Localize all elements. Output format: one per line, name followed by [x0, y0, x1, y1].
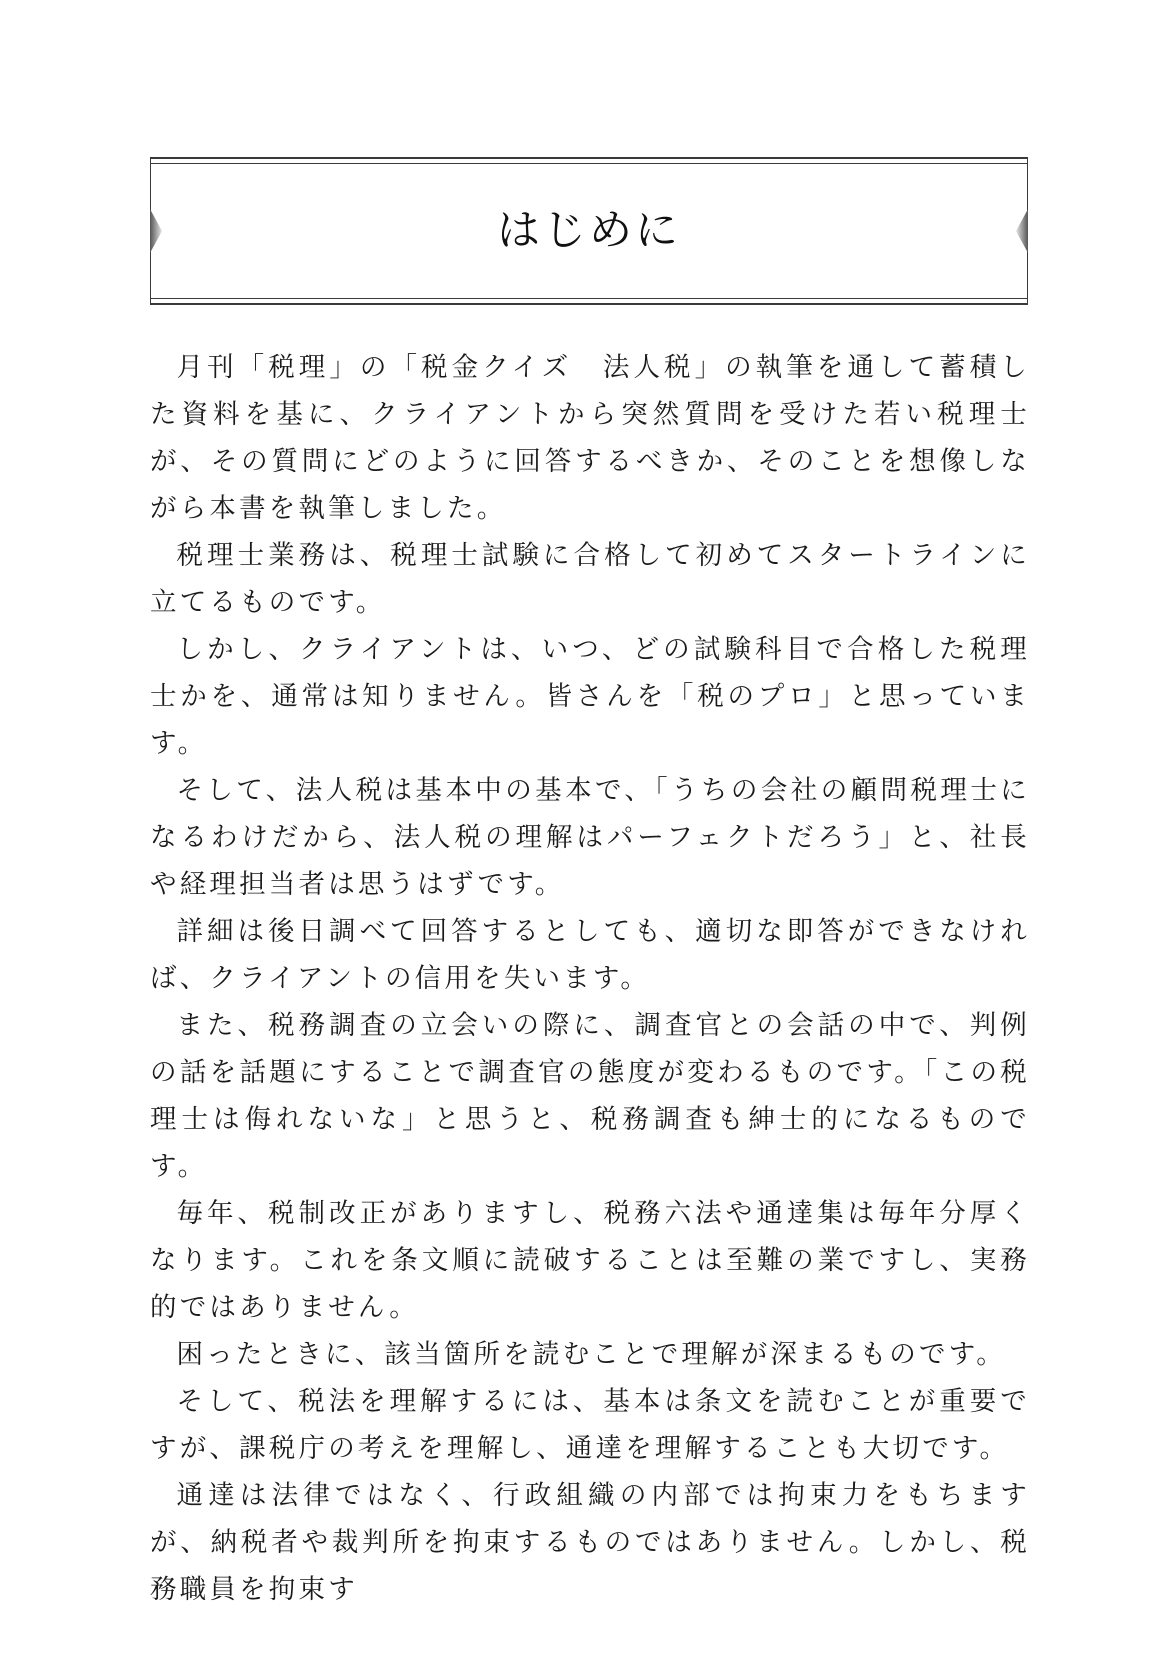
- page-title: はじめに: [497, 206, 681, 256]
- header-top-rule-inner: [150, 163, 1028, 164]
- paragraph: 毎年、税制改正がありますし、税務六法や通達集は毎年分厚くなります。これを条文順に読破することは至難の業ですし、実務的ではありません。: [150, 1198, 1030, 1323]
- paragraph: 通達は法律ではなく、行政組織の内部では拘束力をもちますが、納税者や裁判所を拘束するものではありません。しかし、税務職員を拘束す: [150, 1480, 1030, 1605]
- paragraph: 困ったときに、該当箇所を読むことで理解が深まるものです。: [176, 1339, 1006, 1370]
- chapter-header: [150, 157, 1028, 305]
- header-bottom-rule-inner: [150, 298, 1028, 299]
- paragraph: 詳細は後日調べて回答するとしても、適切な即答ができなければ、クライアントの信用を失います。: [150, 916, 1030, 994]
- body-text: [150, 344, 1030, 1613]
- paragraph: しかし、クライアントは、いつ、どの試験科目で合格した税理士かを、通常は知りません。皆さんを「税のプロ」と思っています。: [150, 634, 1030, 759]
- header-bottom-rule: [150, 303, 1028, 305]
- paragraph: そして、法人税は基本中の基本で、「うちの会社の顧問税理士になるわけだから、法人税の理解はパーフェクトだろう」と、社長や経理担当者は思うはずです。: [150, 775, 1030, 900]
- paragraph: また、税務調査の立会いの際に、調査官との会話の中で、判例の話を話題にすることで調査官の態度が変わるものです。「この税理士は侮れないな」と思うと、税務調査も紳士的になるものです。: [150, 1010, 1030, 1182]
- paragraph: 税理士業務は、税理士試験に合格して初めてスタートラインに立てるものです。: [150, 540, 1030, 618]
- header-top-rule: [150, 157, 1028, 159]
- paragraph: そして、税法を理解するには、基本は条文を読むことが重要ですが、課税庁の考えを理解し、通達を理解することも大切です。: [150, 1386, 1030, 1464]
- paragraph: 月刊「税理」の「税金クイズ 法人税」の執筆を通して蓄積した資料を基に、クライアントから突然質問を受けた若い税理士が、その質問にどのように回答するべきか、そのことを想像しながら本書を執筆しました。: [150, 352, 1030, 524]
